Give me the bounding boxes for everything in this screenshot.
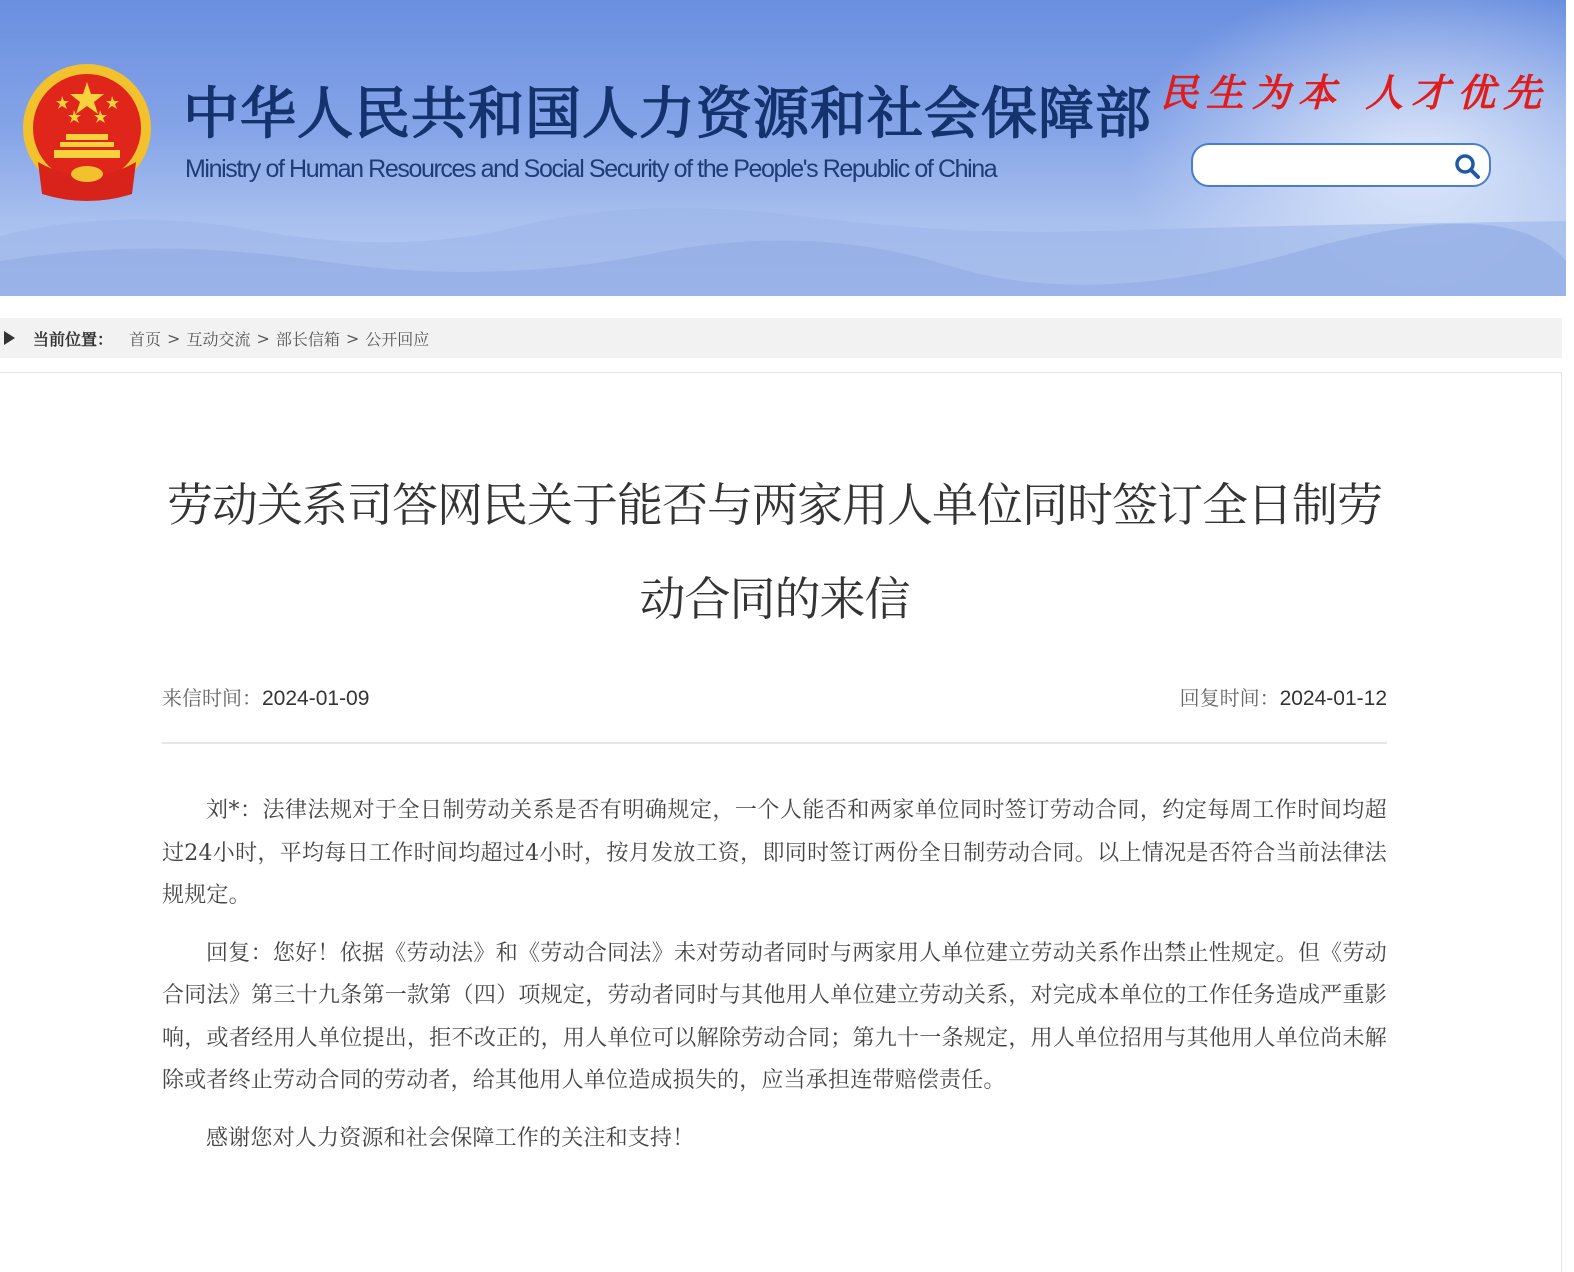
- question-paragraph: 刘*：法律法规对于全日制劳动关系是否有明确规定，一个人能否和两家单位同时签订劳动合同，约定每周工作时间均超过24小时，平均每日工作时间均超过4小时，按月发放工资，即同时签订两份全日制劳动合同。以上情况是否符合当前法律法规规定。: [162, 798, 1387, 908]
- breadcrumb-item-interaction[interactable]: 互动交流: [186, 329, 251, 349]
- breadcrumb-item-public-response[interactable]: 公开回应: [365, 329, 430, 349]
- reply-time: [1180, 682, 1387, 711]
- site-title-english: Ministry of Human Resources and Social Security of the People's Republic of China: [185, 155, 997, 183]
- search-box[interactable]: [1191, 143, 1491, 187]
- reply-paragraph: 回复：您好！依据《劳动法》和《劳动合同法》未对劳动者同时与两家用人单位建立劳动关系作出禁止性规定。但《劳动合同法》第三十九条第一款第（四）项规定，劳动者同时与其他用人单位建立劳动关系，对完成本单位的工作任务造成严重影响，或者经用人单位提出，拒不改正的，用人单位可以解除劳动合同；第九十一条规定，用人单位招用与其他用人单位尚未解除或者终止劳动合同的劳动者，给其他用人单位造成损失的，应当承担连带赔偿责任。: [162, 940, 1387, 1093]
- breadcrumb-label: 当前位置：: [33, 329, 114, 349]
- search-input[interactable]: [1207, 151, 1451, 181]
- national-emblem-icon: [20, 62, 154, 206]
- breadcrumb-separator: >: [345, 328, 360, 348]
- letter-time-value: 2024-01-09: [262, 687, 370, 710]
- breadcrumb-separator: >: [167, 328, 181, 348]
- breadcrumb-arrow-icon: [4, 331, 15, 345]
- slogan: 民生为本 人才优先: [1160, 70, 1550, 115]
- site-title-chinese: 中华人民共和国人力资源和社会保障部: [183, 82, 1152, 147]
- breadcrumb-separator: >: [256, 328, 270, 348]
- reply-time-value: 2024-01-12: [1279, 687, 1387, 710]
- reply-time-label: 回复时间：: [1179, 686, 1280, 710]
- article-meta: [162, 682, 1387, 712]
- breadcrumb-item-minister-mailbox[interactable]: 部长信箱: [275, 329, 340, 349]
- article-body: [162, 790, 1387, 1175]
- search-icon[interactable]: [1453, 152, 1481, 180]
- meta-divider: [162, 742, 1387, 744]
- breadcrumb: [0, 318, 1562, 358]
- letter-time: [162, 682, 369, 711]
- letter-time-label: 来信时间：: [162, 686, 262, 710]
- mountain-backdrop: [0, 176, 1566, 296]
- breadcrumb-item-home[interactable]: 首页: [129, 329, 162, 349]
- article-title: 劳动关系司答网民关于能否与两家用人单位同时签订全日制劳动合同的来信: [167, 478, 1382, 626]
- thanks-paragraph: 感谢您对人力资源和社会保障工作的关注和支持！: [206, 1125, 695, 1151]
- site-header-banner: [0, 0, 1566, 296]
